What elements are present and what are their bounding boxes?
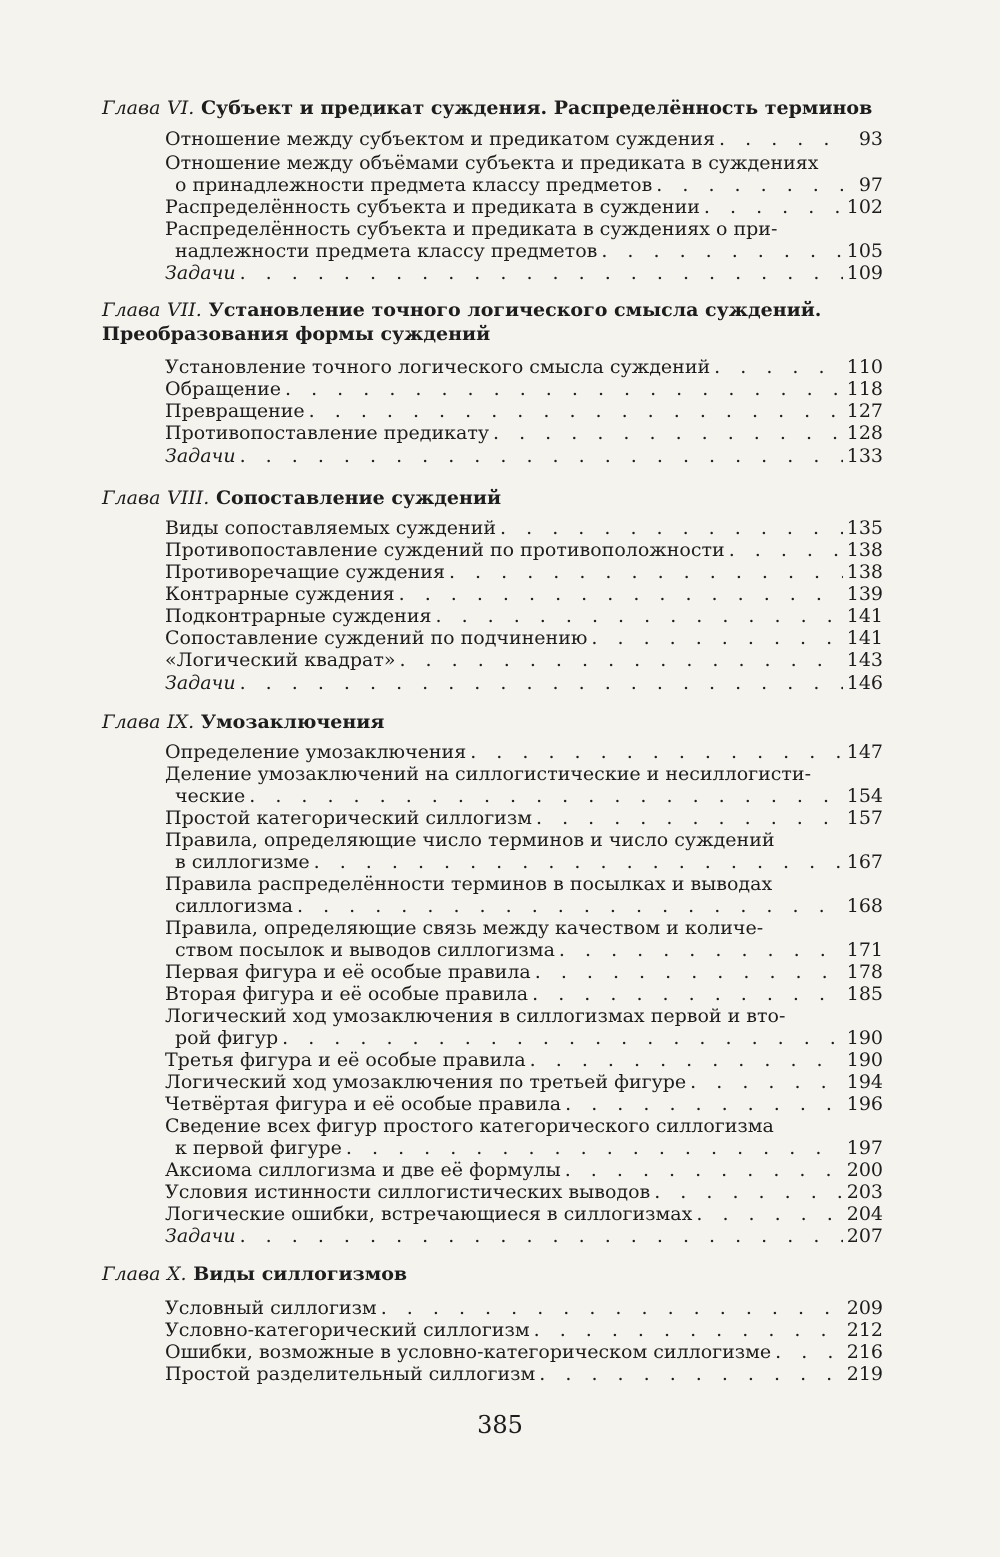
toc-page-number: 219 <box>846 1363 883 1385</box>
toc-entry-text: Задачи <box>165 445 236 467</box>
toc-entry[interactable] <box>165 152 883 196</box>
toc-page-number: 105 <box>846 240 883 262</box>
toc-entry[interactable] <box>165 196 883 218</box>
dot-leader <box>395 583 843 605</box>
toc-entry[interactable] <box>165 741 883 763</box>
dot-leader <box>236 672 843 694</box>
chapter-title <box>102 486 842 510</box>
chapter-title <box>102 96 873 120</box>
toc-entry-row <box>165 1297 883 1319</box>
toc-entry-text: Задачи <box>165 672 236 694</box>
dot-leader <box>310 851 843 873</box>
toc-entry[interactable] <box>165 763 883 807</box>
toc-entry[interactable] <box>165 445 883 467</box>
toc-entry-row <box>165 1049 883 1071</box>
toc-entry-row <box>165 128 883 150</box>
toc-entry[interactable] <box>165 1341 883 1363</box>
toc-page-number: 146 <box>846 672 883 694</box>
toc-entry-text: в силлогизме <box>175 851 310 873</box>
dot-leader <box>700 196 843 218</box>
toc-page-number: 138 <box>846 539 883 561</box>
toc-entry-row <box>165 785 883 807</box>
toc-entry[interactable] <box>165 649 883 671</box>
toc-page-number: 216 <box>846 1341 883 1363</box>
dot-leader <box>281 378 843 400</box>
toc-entry-row <box>165 517 883 539</box>
toc-entry-text: Аксиома силлогизма и две её формулы <box>165 1159 561 1181</box>
toc-entry-row <box>165 1159 883 1181</box>
dot-leader <box>715 128 843 150</box>
toc-entry[interactable] <box>165 561 883 583</box>
toc-entry-text: Правила, определяющие число терминов и число суждений <box>165 829 775 851</box>
toc-page-number: 109 <box>846 262 883 284</box>
toc-entry[interactable] <box>165 356 883 378</box>
toc-page-number: 178 <box>846 961 883 983</box>
toc-entry[interactable] <box>165 605 883 627</box>
toc-entry-row <box>165 1203 883 1225</box>
toc-entry-text: Ошибки, возможные в условно-категорическом силлогизме <box>165 1341 772 1363</box>
dot-leader <box>526 1049 843 1071</box>
chapter-title-line <box>102 486 842 510</box>
toc-entry-text: ством посылок и выводов силлогизма <box>175 939 555 961</box>
toc-entry-text: надлежности предмета классу предметов <box>175 240 598 262</box>
toc-entry-row <box>165 1341 883 1363</box>
toc-entry-row <box>165 445 883 467</box>
dot-leader <box>245 785 843 807</box>
toc-page-number: 185 <box>846 983 883 1005</box>
toc-entry[interactable] <box>165 829 883 873</box>
toc-entry-text: Сведение всех фигур простого категорического силлогизма <box>165 1115 774 1137</box>
page-number: 385 <box>477 1411 523 1439</box>
toc-entry-text: Противопоставление суждений по противоположности <box>165 539 725 561</box>
toc-entry-text: Противопоставление предикату <box>165 422 490 444</box>
dot-leader <box>305 400 843 422</box>
dot-leader <box>597 240 843 262</box>
toc-entry-row <box>165 961 883 983</box>
toc-page-number: 133 <box>846 445 883 467</box>
toc-entry-text: Задачи <box>165 1225 236 1247</box>
toc-entry-text: Установление точного логического смысла суждений <box>165 356 711 378</box>
toc-entry[interactable] <box>165 961 883 983</box>
toc-page-number: 197 <box>846 1137 883 1159</box>
toc-page-number: 194 <box>846 1071 883 1093</box>
toc-entry[interactable] <box>165 1319 883 1341</box>
toc-page-number: 102 <box>846 196 883 218</box>
toc-entry-row <box>165 895 883 917</box>
toc-entry-row <box>165 807 883 829</box>
toc-entry[interactable] <box>165 1005 883 1049</box>
toc-entry-text: Правила, определяющие связь между качеством и количе- <box>165 917 764 939</box>
toc-entry[interactable] <box>165 1203 883 1225</box>
toc-entry-text: к первой фигуре <box>175 1137 342 1159</box>
toc-entry-text: о принадлежности предмета классу предметов <box>175 174 653 196</box>
chapter-number: VII. <box>167 299 202 321</box>
toc-entry-row <box>165 851 883 873</box>
toc-entry-row <box>165 561 883 583</box>
toc-entry-text: Простой категорический силлогизм <box>165 807 532 829</box>
toc-page-number: 93 <box>858 128 883 150</box>
dot-leader <box>531 961 843 983</box>
toc-entry-row <box>165 1071 883 1093</box>
dot-leader <box>431 605 843 627</box>
toc-entry-text: Условно-категорический силлогизм <box>165 1319 530 1341</box>
toc-entry[interactable] <box>165 1159 883 1181</box>
chapter-title-text: Виды силлогизмов <box>193 1263 408 1285</box>
chapter-title <box>102 1262 842 1286</box>
toc-page-number: 118 <box>846 378 883 400</box>
toc-page-number: 128 <box>846 422 883 444</box>
toc-entry-row <box>165 983 883 1005</box>
toc-entry-text: Условный силлогизм <box>165 1297 377 1319</box>
toc-entry-row <box>165 378 883 400</box>
dot-leader <box>445 561 843 583</box>
toc-entry[interactable] <box>165 1049 883 1071</box>
dot-leader <box>496 517 843 539</box>
chapter-label: Глава <box>102 299 161 321</box>
dot-leader <box>686 1071 843 1093</box>
toc-entry-text: Сопоставление суждений по подчинению <box>165 627 588 649</box>
chapter-title-text: Умозаключения <box>200 711 385 733</box>
toc-entry-text: Деление умозаключений на силлогистические и несиллогисти- <box>165 763 811 785</box>
dot-leader <box>293 895 843 917</box>
chapter-title-line <box>102 1262 842 1286</box>
toc-entry-row <box>165 672 883 694</box>
toc-entry-text: Простой разделительный силлогизм <box>165 1363 536 1385</box>
dot-leader <box>528 983 843 1005</box>
chapter-label: Глава <box>102 97 161 119</box>
toc-entry-row <box>165 741 883 763</box>
toc-entry-text: Отношение между объёмами субъекта и предиката в суждениях <box>165 152 819 174</box>
toc-entry-row <box>165 1181 883 1203</box>
toc-entry-text: Распределённость субъекта и предиката в суждении <box>165 196 700 218</box>
dot-leader <box>555 939 843 961</box>
chapter-label: Глава <box>102 487 161 509</box>
toc-entry-text: Третья фигура и её особые правила <box>165 1049 526 1071</box>
toc-page-number: 127 <box>846 400 883 422</box>
toc-entry-row <box>165 262 883 284</box>
toc-entry-row <box>165 1137 883 1159</box>
dot-leader <box>395 649 843 671</box>
toc-page-number: 135 <box>846 517 883 539</box>
toc-entry[interactable] <box>165 1225 883 1247</box>
toc-entry-row <box>165 1027 883 1049</box>
toc-entry[interactable] <box>165 672 883 694</box>
toc-entry[interactable] <box>165 262 883 284</box>
toc-page-number: 203 <box>846 1181 883 1203</box>
toc-page-number: 110 <box>846 356 883 378</box>
toc-entry[interactable] <box>165 378 883 400</box>
dot-leader <box>650 1181 843 1203</box>
toc-entry-text: рой фигур <box>175 1027 279 1049</box>
toc-entry[interactable] <box>165 583 883 605</box>
dot-leader <box>771 1341 843 1363</box>
toc-entry[interactable] <box>165 1363 883 1385</box>
toc-entry-row <box>165 422 883 444</box>
toc-page-number: 138 <box>846 561 883 583</box>
toc-entry-row <box>165 939 883 961</box>
toc-page-number: 141 <box>846 627 883 649</box>
toc-entry-row <box>165 356 883 378</box>
toc-entry-text: Противоречащие суждения <box>165 561 445 583</box>
chapter-title-text: Субъект и предикат суждения. Распределённость терминов <box>200 97 873 119</box>
dot-leader <box>725 539 843 561</box>
toc-entry[interactable] <box>165 983 883 1005</box>
toc-entry[interactable] <box>165 627 883 649</box>
toc-entry[interactable] <box>165 128 883 150</box>
toc-page-number: 207 <box>846 1225 883 1247</box>
toc-entry[interactable] <box>165 1297 883 1319</box>
toc-entry-row <box>165 605 883 627</box>
toc-entry-row <box>165 174 883 196</box>
dot-leader <box>466 741 843 763</box>
toc-page-number: 167 <box>846 851 883 873</box>
dot-leader <box>342 1137 843 1159</box>
chapter-title-line <box>102 298 842 322</box>
chapter-number: VIII. <box>167 487 210 509</box>
chapter-title-text: Преобразования формы суждений <box>102 323 491 345</box>
toc-entry-text: Условия истинности силлогистических выводов <box>165 1181 651 1203</box>
toc-entry-text: Первая фигура и её особые правила <box>165 961 531 983</box>
toc-entry[interactable] <box>165 517 883 539</box>
dot-leader <box>561 1159 843 1181</box>
chapter-title <box>102 298 842 346</box>
toc-page-number: 196 <box>846 1093 883 1115</box>
toc-entry-row <box>165 649 883 671</box>
dot-leader <box>532 807 843 829</box>
toc-entry[interactable] <box>165 1071 883 1093</box>
dot-leader <box>236 445 843 467</box>
toc-entry-text: Вторая фигура и её особые правила <box>165 983 529 1005</box>
toc-entry-text: Виды сопоставляемых суждений <box>165 517 497 539</box>
toc-page-number: 212 <box>846 1319 883 1341</box>
toc-page-number: 209 <box>846 1297 883 1319</box>
dot-leader <box>710 356 843 378</box>
dot-leader <box>587 627 843 649</box>
toc-page-number: 168 <box>846 895 883 917</box>
toc-page-number: 171 <box>846 939 883 961</box>
toc-entry-row <box>165 583 883 605</box>
toc-entry[interactable] <box>165 1181 883 1203</box>
toc-entry[interactable] <box>165 1115 883 1159</box>
toc-entry-text: Определение умозаключения <box>165 741 467 763</box>
toc-entry-row <box>165 1363 883 1385</box>
toc-entry[interactable] <box>165 422 883 444</box>
toc-entry-text: Правила распределённости терминов в посылках и выводах <box>165 873 773 895</box>
toc-entry[interactable] <box>165 539 883 561</box>
toc-entry-text: Логический ход умозаключения по третьей фигуре <box>165 1071 687 1093</box>
toc-entry-text: Распределённость субъекта и предиката в суждениях о при- <box>165 218 778 240</box>
toc-entry[interactable] <box>165 917 883 961</box>
dot-leader <box>692 1203 843 1225</box>
toc-entry-text: Задачи <box>165 262 236 284</box>
dot-leader <box>278 1027 843 1049</box>
dot-leader <box>236 1225 843 1247</box>
chapter-title-line <box>102 710 842 734</box>
dot-leader <box>535 1363 843 1385</box>
toc-entry[interactable] <box>165 1093 883 1115</box>
toc-entry-row <box>165 196 883 218</box>
toc-page-number: 141 <box>846 605 883 627</box>
toc-entry[interactable] <box>165 807 883 829</box>
toc-page-number: 97 <box>858 174 883 196</box>
toc-entry-text: силлогизма <box>175 895 293 917</box>
dot-leader <box>530 1319 843 1341</box>
toc-page-number: 190 <box>846 1049 883 1071</box>
toc-entry-text: «Логический квадрат» <box>165 649 396 671</box>
dot-leader <box>377 1297 843 1319</box>
chapter-label: Глава <box>102 711 161 733</box>
toc-entry-row <box>165 1225 883 1247</box>
chapter-title <box>102 710 842 734</box>
toc-entry[interactable] <box>165 218 883 262</box>
toc-entry-text: Четвёртая фигура и её особые правила <box>165 1093 562 1115</box>
chapter-label: Глава <box>102 1263 161 1285</box>
dot-leader <box>652 174 843 196</box>
toc-entry-text: Превращение <box>165 400 305 422</box>
dot-leader <box>561 1093 843 1115</box>
toc-entry-text: Отношение между субъектом и предикатом суждения <box>165 128 716 150</box>
chapter-title-text: Установление точного логического смысла суждений. <box>208 299 822 321</box>
toc-entry-row <box>165 627 883 649</box>
toc-page-number: 139 <box>846 583 883 605</box>
toc-page-number: 147 <box>846 741 883 763</box>
toc-page-number: 204 <box>846 1203 883 1225</box>
dot-leader <box>489 422 843 444</box>
toc-entry-row <box>165 539 883 561</box>
toc-entry-text: Контрарные суждения <box>165 583 395 605</box>
toc-entry-row <box>165 1093 883 1115</box>
toc-page-number: 200 <box>846 1159 883 1181</box>
toc-entry-text: Обращение <box>165 378 281 400</box>
chapter-title-line <box>102 96 873 120</box>
toc-page-number: 190 <box>846 1027 883 1049</box>
toc-page-number: 157 <box>846 807 883 829</box>
chapter-number: X. <box>167 1263 187 1285</box>
toc-entry-row <box>165 400 883 422</box>
toc-entry[interactable] <box>165 400 883 422</box>
toc-entry-text: Подконтрарные суждения <box>165 605 432 627</box>
chapter-title-text: Сопоставление суждений <box>215 487 502 509</box>
toc-entry-text: Логические ошибки, встречающиеся в силлогизмах <box>165 1203 693 1225</box>
toc-entry-row <box>165 1319 883 1341</box>
chapter-number: VI. <box>167 97 195 119</box>
toc-entry-row <box>165 240 883 262</box>
dot-leader <box>236 262 843 284</box>
chapter-title-line <box>102 322 842 346</box>
toc-entry-text: ческие <box>175 785 246 807</box>
toc-entry[interactable] <box>165 873 883 917</box>
toc-entry-text: Логический ход умозаключения в силлогизмах первой и вто- <box>165 1005 786 1027</box>
chapter-number: IX. <box>167 711 195 733</box>
toc-page-number: 143 <box>846 649 883 671</box>
toc-page-number: 154 <box>846 785 883 807</box>
